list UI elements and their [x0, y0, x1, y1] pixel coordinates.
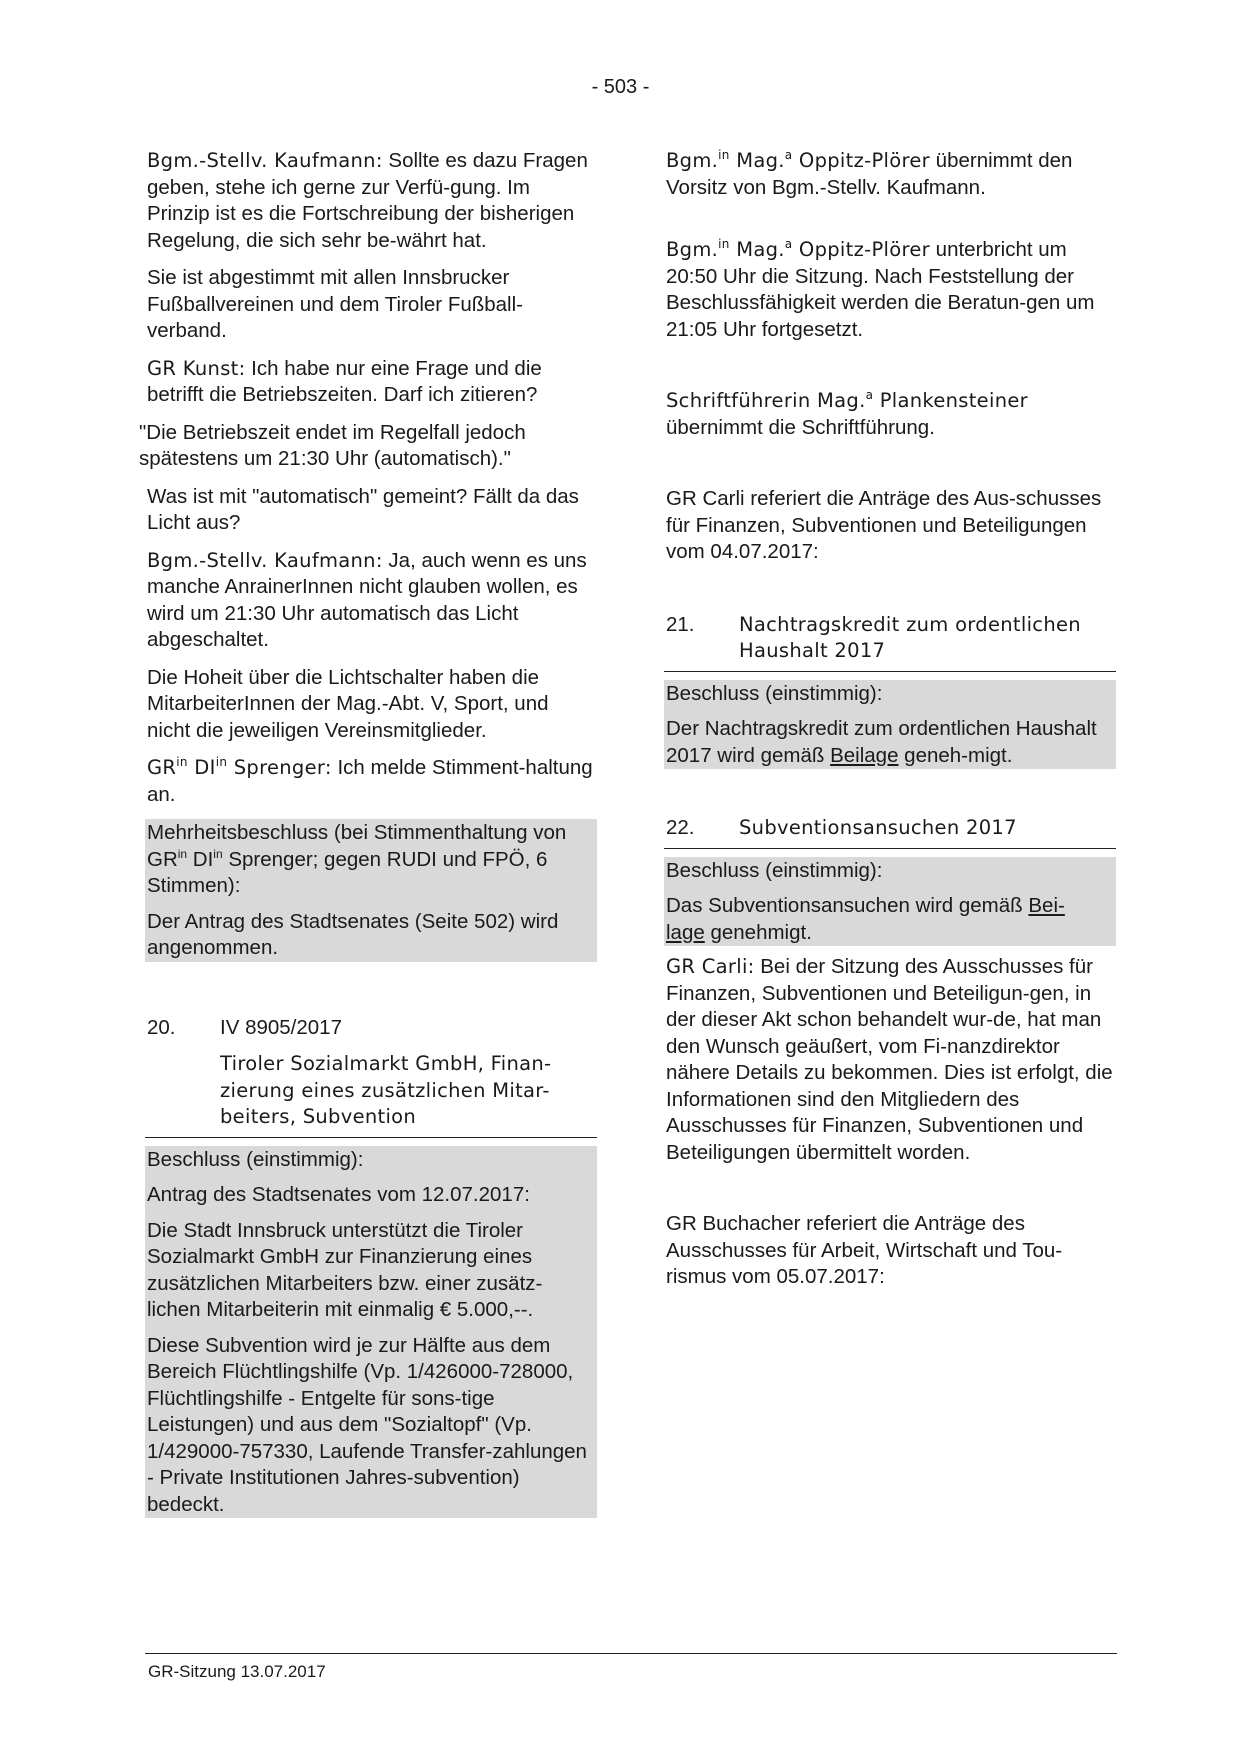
speaker: GR Kunst:	[147, 356, 246, 380]
decision-label: Beschluss (einstimmig):	[147, 1147, 364, 1171]
decision-label: Beschluss (einstimmig):	[666, 681, 883, 705]
paragraph: Sie ist abgestimmt mit allen Innsbrucker Fußballvereinen und dem Tiroler Fußball-verband.	[147, 266, 523, 342]
paragraph: GR Carli referiert die Anträge des Aus-schusses für Finanzen, Subventionen und Beteiligungen vom 04.07.2017:	[666, 487, 1102, 563]
beilage-link[interactable]: Bei-	[1028, 894, 1065, 917]
decision-box-21	[664, 680, 1116, 770]
vote-result: Der Antrag des Stadtsenates (Seite 502) wird angenommen.	[147, 909, 559, 959]
item-number: 20.	[147, 1015, 176, 1039]
beilage-link[interactable]: Beilage	[830, 743, 899, 767]
decision-box-22	[664, 857, 1116, 947]
motion-label: Antrag des Stadtsenates vom 12.07.2017:	[147, 1183, 530, 1206]
paragraph: Die Hoheit über die Lichtschalter haben die MitarbeiterInnen der Mag.-Abt. V, Sport, und nicht die jeweiligen Vereinsmitglieder.	[147, 665, 549, 742]
paragraph-kaufmann-1	[147, 148, 597, 254]
divider	[664, 848, 1116, 849]
item-title: Nachtragskredit zum ordentlichen Haushalt 2017	[739, 612, 1081, 662]
decision-text: Die Stadt Innsbruck unterstützt die Tiroler Sozialmarkt GmbH zur Finanzierung eines zusätzlichen Mitarbeiters bzw. einer zusätz-lichen Mitarbeiterin mit einmalig € 5.000,--.	[147, 1218, 543, 1321]
decision-text: Diese Subvention wird je zur Hälfte aus dem Bereich Flüchtlingshilfe (Vp. 1/426000-728000, Flüchtlingshilfe - Entgelte für sons-tige Leistungen) und aus dem "Sozialtopf" (Vp. 1/429000-757330, Laufende Transfer-zahlungen - Private Institutionen Jahres-subvention) bedeckt.	[147, 1333, 587, 1516]
agenda-item-20	[147, 1015, 597, 1131]
paragraph-carli: GR Carli: Bei der Sitzung des Ausschusses für Finanzen, Subventionen und Beteiligun-gen, in der dieser Akt schon behandelt wur-de, hat man den Wunsch geäußert, vom Fi-nanzdirektor nähere Details zu bekommen. Dies ist erfolgt, die Informationen sind den Mitgliedern des Ausschusses für Finanzen, Subventionen und Beteiligungen übermittelt worden.	[666, 955, 1113, 1164]
quote: "Die Betriebszeit endet im Regelfall jedoch spätestens um 21:30 Uhr (automatisch)."	[139, 420, 526, 470]
speaker: $GR^{in}$ $DI^{in}$ Sprenger:	[147, 755, 332, 779]
item-number: 21.	[666, 612, 695, 636]
right-column	[664, 148, 1116, 1302]
paragraph-text: Sollte es dazu Fragen geben, stehe ich gerne zur Verfü-gung. Im Prinzip ist es die Fortschreibung der bisherigen Regelung, die sich sehr be-währt hat.	[147, 149, 588, 252]
decision-text: Der Nachtragskredit zum ordentlichen Haushalt 2017 wird gemäß Beilage geneh-migt.	[666, 717, 1097, 767]
left-column	[139, 148, 597, 1526]
item-reference: IV 8905/2017	[220, 1015, 342, 1039]
decision-label: Beschluss (einstimmig):	[666, 858, 883, 882]
paragraph: Was ist mit "automatisch" gemeint? Fällt da das Licht aus?	[147, 484, 579, 534]
vote-label: Mehrheitsbeschluss (bei Stimmenthaltung von $GR^{in}$ $DI^{in}$ Sprenger; gegen RUDI und FPÖ, 6 Stimmen):	[147, 821, 567, 897]
vote-result-box	[145, 819, 597, 962]
paragraph-kaufmann-2	[147, 548, 597, 654]
paragraph-text: Ja, auch wenn es uns manche AnrainerInnen nicht glauben wollen, es wird um 21:30 Uhr automatisch das Licht abgeschaltet.	[147, 548, 587, 651]
speaker: Bgm.-Stellv. Kaufmann:	[147, 149, 383, 172]
paragraph-sprenger	[147, 755, 597, 808]
divider	[664, 671, 1116, 672]
paragraph-chair: Bgm.$^{in}$ Mag.$^a$ Oppitz-Plörer übernimmt den Vorsitz von Bgm.-Stellv. Kaufmann.	[666, 148, 1073, 199]
agenda-item-22	[666, 815, 1116, 842]
decision-box-20	[145, 1146, 597, 1519]
paragraph-text: Ich habe nur eine Frage und die betrifft die Betriebszeiten. Darf ich zitieren?	[147, 356, 542, 406]
item-number: 22.	[666, 816, 695, 839]
paragraph: GR Buchacher referiert die Anträge des Ausschusses für Arbeit, Wirtschaft und Tou-rismus vom 05.07.2017:	[666, 1212, 1063, 1288]
speaker: GR Carli:	[666, 955, 755, 978]
footer-divider	[145, 1653, 1117, 1654]
decision-text: Das Subventionsansuchen wird gemäß Bei- lage genehmigt.	[666, 894, 1065, 944]
paragraph-kunst	[147, 356, 597, 409]
footer: GR-Sitzung 13.07.2017	[148, 1662, 326, 1681]
item-title: Subventionsansuchen 2017	[739, 816, 1017, 839]
divider	[145, 1137, 597, 1138]
item-title: Tiroler Sozialmarkt GmbH, Finan-zierung eines zusätzlichen Mitar-beiters, Subvention	[220, 1052, 552, 1128]
agenda-item-21	[666, 612, 1116, 665]
paragraph-text: Ich melde Stimment-haltung an.	[147, 756, 593, 806]
paragraph-break: Bgm.$^{in}$ Mag.$^a$ Oppitz-Plörer unterbricht um 20:50 Uhr die Sitzung. Nach Feststellung der Beschlussfähigkeit werden die Beratun-gen um 21:05 Uhr fortgesetzt.	[666, 237, 1095, 341]
speaker: Bgm.-Stellv. Kaufmann:	[147, 548, 383, 572]
beilage-link[interactable]: lage	[666, 920, 705, 944]
paragraph-secretary: Schriftführerin Mag.$^a$ Plankensteiner übernimmt die Schriftführung.	[666, 388, 1028, 439]
page-number: - 503 -	[591, 76, 650, 98]
